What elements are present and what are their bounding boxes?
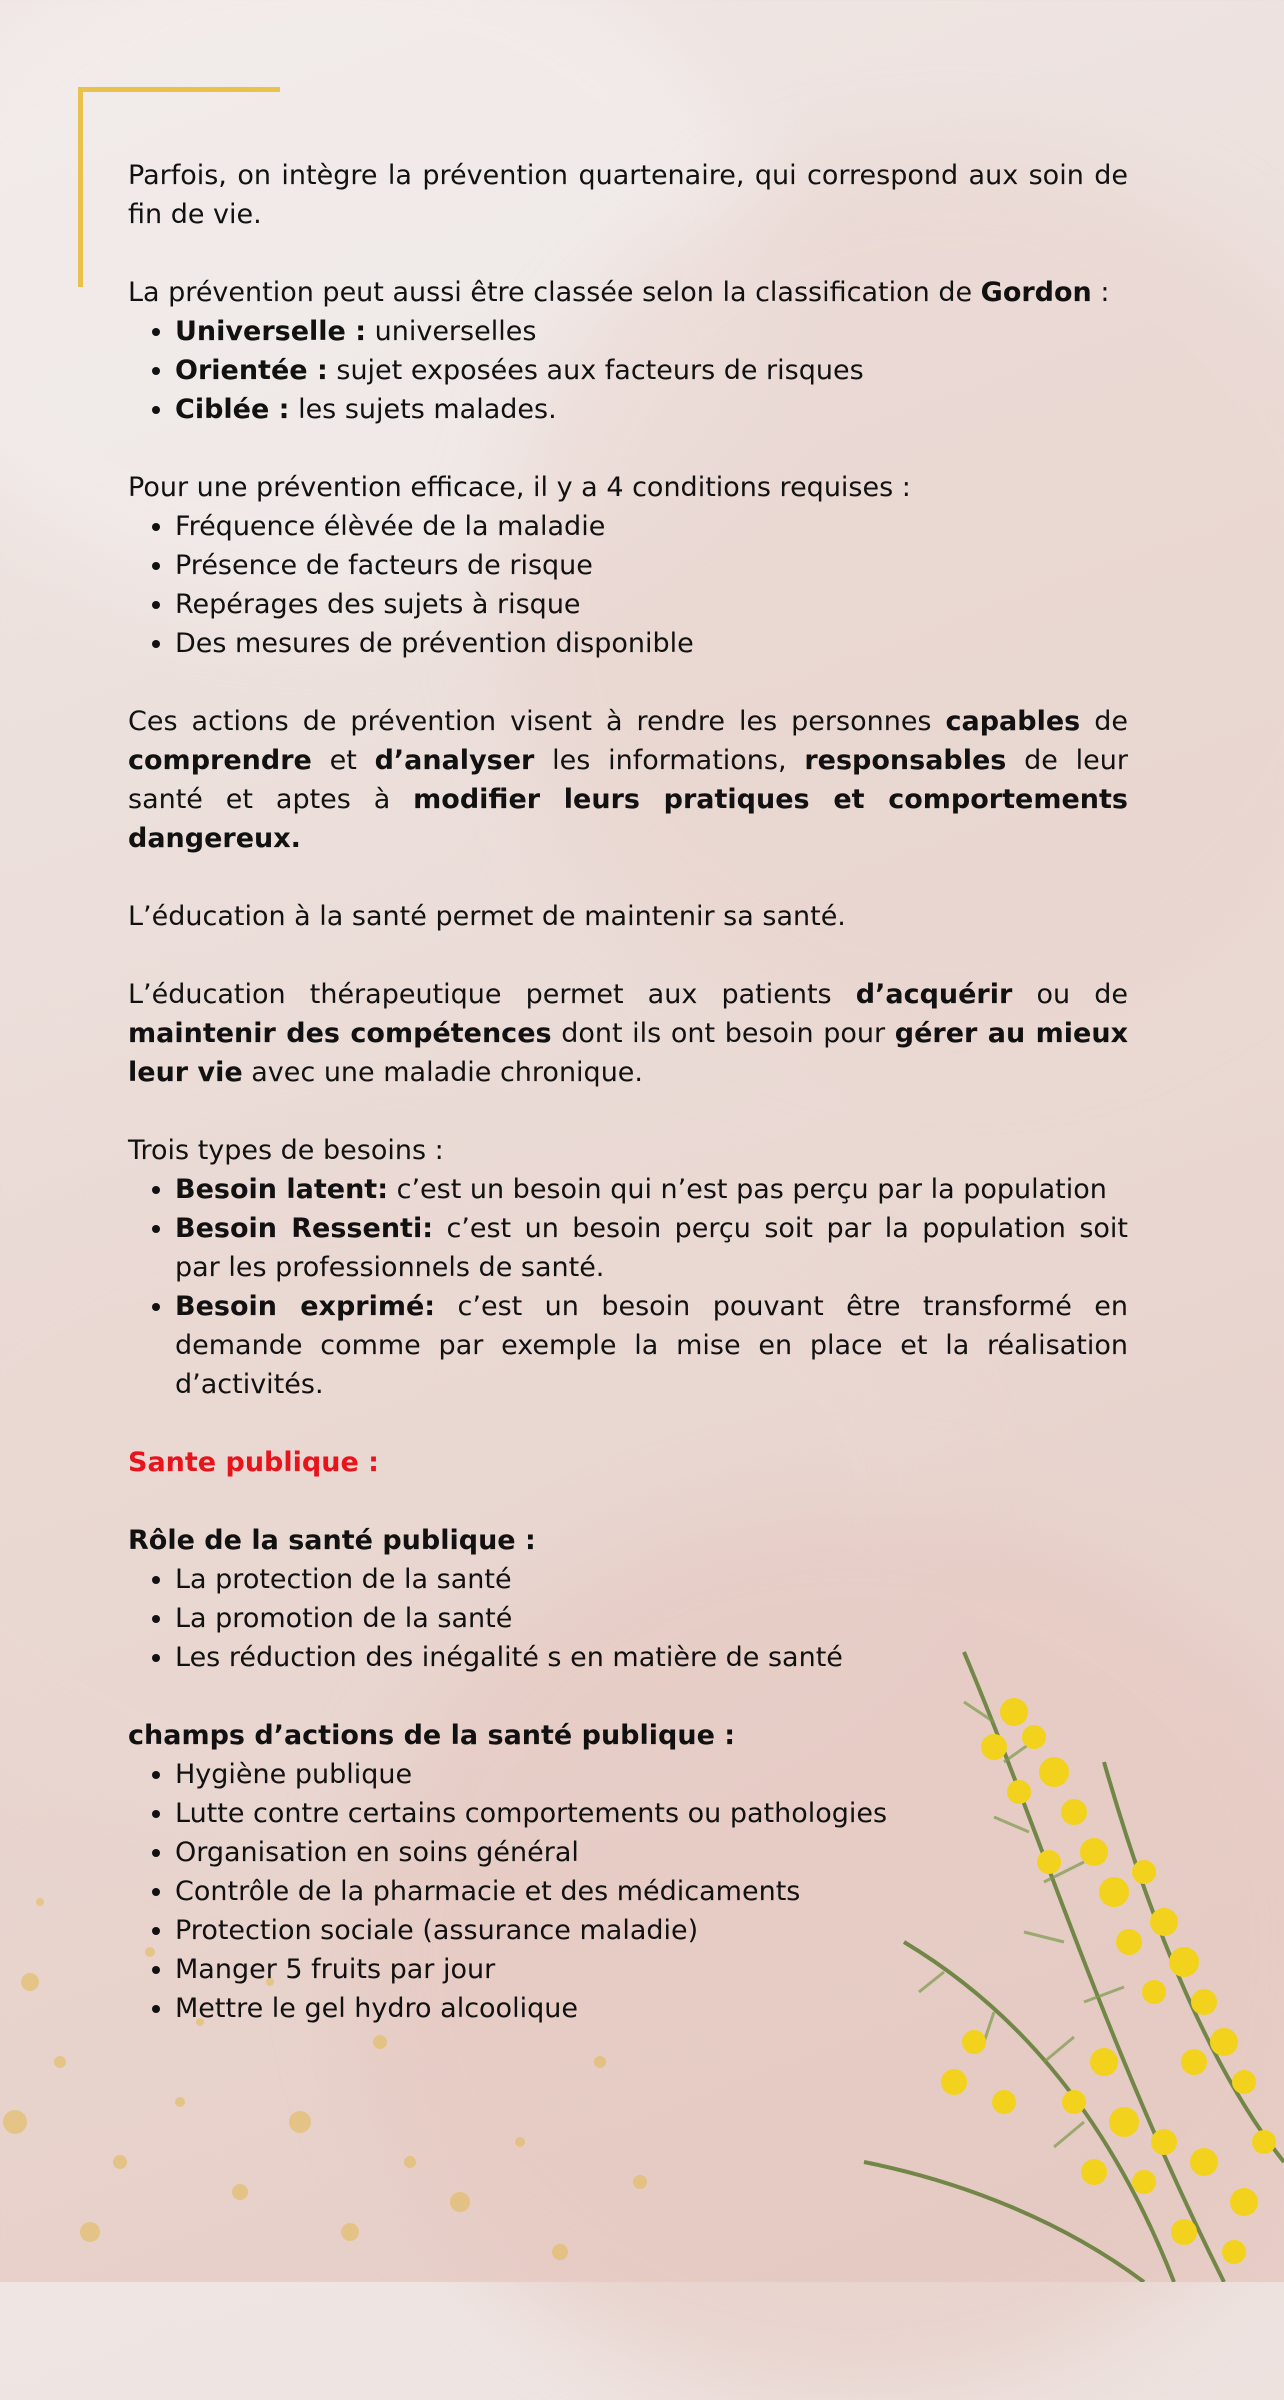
role-heading: Rôle de la santé publique : [128, 1525, 536, 1556]
fields-heading: champs d’actions de la santé publique : [128, 1720, 736, 1751]
text: Ces actions de prévention visent à rendre les personnes [128, 706, 946, 737]
list-item: • Organisation en soins général [175, 1833, 1128, 1872]
gold-frame-top [78, 87, 280, 92]
item-desc: sujet exposées aux facteurs de risques [327, 355, 864, 386]
fields-list [128, 1755, 1128, 2028]
item-desc: c’est un besoin perçu soit par la population soit par les professionnels de santé. [175, 1213, 1128, 1283]
list-item [175, 351, 1128, 390]
list-item: • Lutte contre certains comportements ou pathologies [175, 1794, 1128, 1833]
text: de [1080, 706, 1128, 737]
conditions-list [128, 507, 1128, 663]
item-desc: les sujets malades. [289, 394, 557, 425]
item-term: Ciblée : [175, 394, 290, 425]
text: dont ils ont besoin pour [551, 1018, 895, 1049]
item-desc: c’est un besoin qui n’est pas perçu par la population [388, 1174, 1107, 1205]
list-item: • Hygiène publique [175, 1755, 1128, 1794]
bold-text: maintenir des compétences [128, 1018, 552, 1049]
actions-paragraph [128, 702, 1128, 858]
list-item: • Les réduction des inégalité s en matière de santé [175, 1638, 1128, 1677]
item-term: Besoin latent: [175, 1174, 389, 1205]
list-item: • La promotion de la santé [175, 1599, 1128, 1638]
list-item: • Fréquence élèvée de la maladie [175, 507, 1128, 546]
list-item: • Des mesures de prévention disponible [175, 624, 1128, 663]
bold-text: capables [945, 706, 1081, 737]
item-term: Besoin Ressenti: [175, 1213, 433, 1244]
item-term: Besoin exprimé: [175, 1291, 436, 1322]
gordon-lead-text: La prévention peut aussi être classée selon la classification de [128, 277, 981, 308]
list-item: • Mettre le gel hydro alcoolique [175, 1989, 1128, 2028]
list-item [175, 1209, 1128, 1287]
list-item [175, 1287, 1128, 1404]
needs-lead: Trois types de besoins : [128, 1135, 444, 1166]
bold-text: responsables [804, 745, 1007, 776]
public-health-heading: Sante publique : [128, 1447, 379, 1478]
bold-text: modifier leurs pratiques et comportements dangereux. [128, 784, 1128, 854]
list-item: • Protection sociale (assurance maladie) [175, 1911, 1128, 1950]
item-term: Universelle : [175, 316, 367, 347]
item-term: Orientée : [175, 355, 328, 386]
list-item: • Manger 5 fruits par jour [175, 1950, 1128, 1989]
text: les informations, [534, 745, 805, 776]
gordon-name: Gordon [980, 277, 1092, 308]
list-item: • Présence de facteurs de risque [175, 546, 1128, 585]
quaternary-paragraph: Parfois, on intègre la prévention quartenaire, qui correspond aux soin de fin de vie. [128, 160, 1128, 230]
item-desc: c’est un besoin pouvant être transformé en demande comme par exemple la mise en place et la réalisation d’activités. [175, 1291, 1128, 1400]
bold-text: comprendre [128, 745, 312, 776]
gordon-lead [128, 273, 1128, 312]
text: L’éducation thérapeutique permet aux patients [128, 979, 856, 1010]
text: ou de [1012, 979, 1128, 1010]
gordon-lead-colon: : [1091, 277, 1110, 308]
role-list [128, 1560, 1128, 1677]
text: et [311, 745, 375, 776]
list-item [175, 390, 1128, 429]
list-item: • La protection de la santé [175, 1560, 1128, 1599]
bold-text: d’acquérir [855, 979, 1013, 1010]
conditions-lead: Pour une prévention efficace, il y a 4 conditions requises : [128, 472, 911, 503]
needs-list [128, 1170, 1128, 1404]
bold-text: gérer au mieux leur vie [128, 1018, 1128, 1088]
education-paragraph: L’éducation à la santé permet de maintenir sa santé. [128, 901, 846, 932]
document-body [128, 156, 1128, 2067]
list-item [175, 312, 1128, 351]
therapeutic-paragraph [128, 975, 1128, 1092]
list-item [175, 1170, 1128, 1209]
list-item: • Contrôle de la pharmacie et des médicaments [175, 1872, 1128, 1911]
gordon-list [128, 312, 1128, 429]
bold-text: d’analyser [374, 745, 535, 776]
list-item: • Repérages des sujets à risque [175, 585, 1128, 624]
text: avec une maladie chronique. [242, 1057, 644, 1088]
item-desc: universelles [366, 316, 537, 347]
text: de leur santé et aptes à [128, 745, 1128, 815]
gold-frame-left [78, 87, 83, 287]
